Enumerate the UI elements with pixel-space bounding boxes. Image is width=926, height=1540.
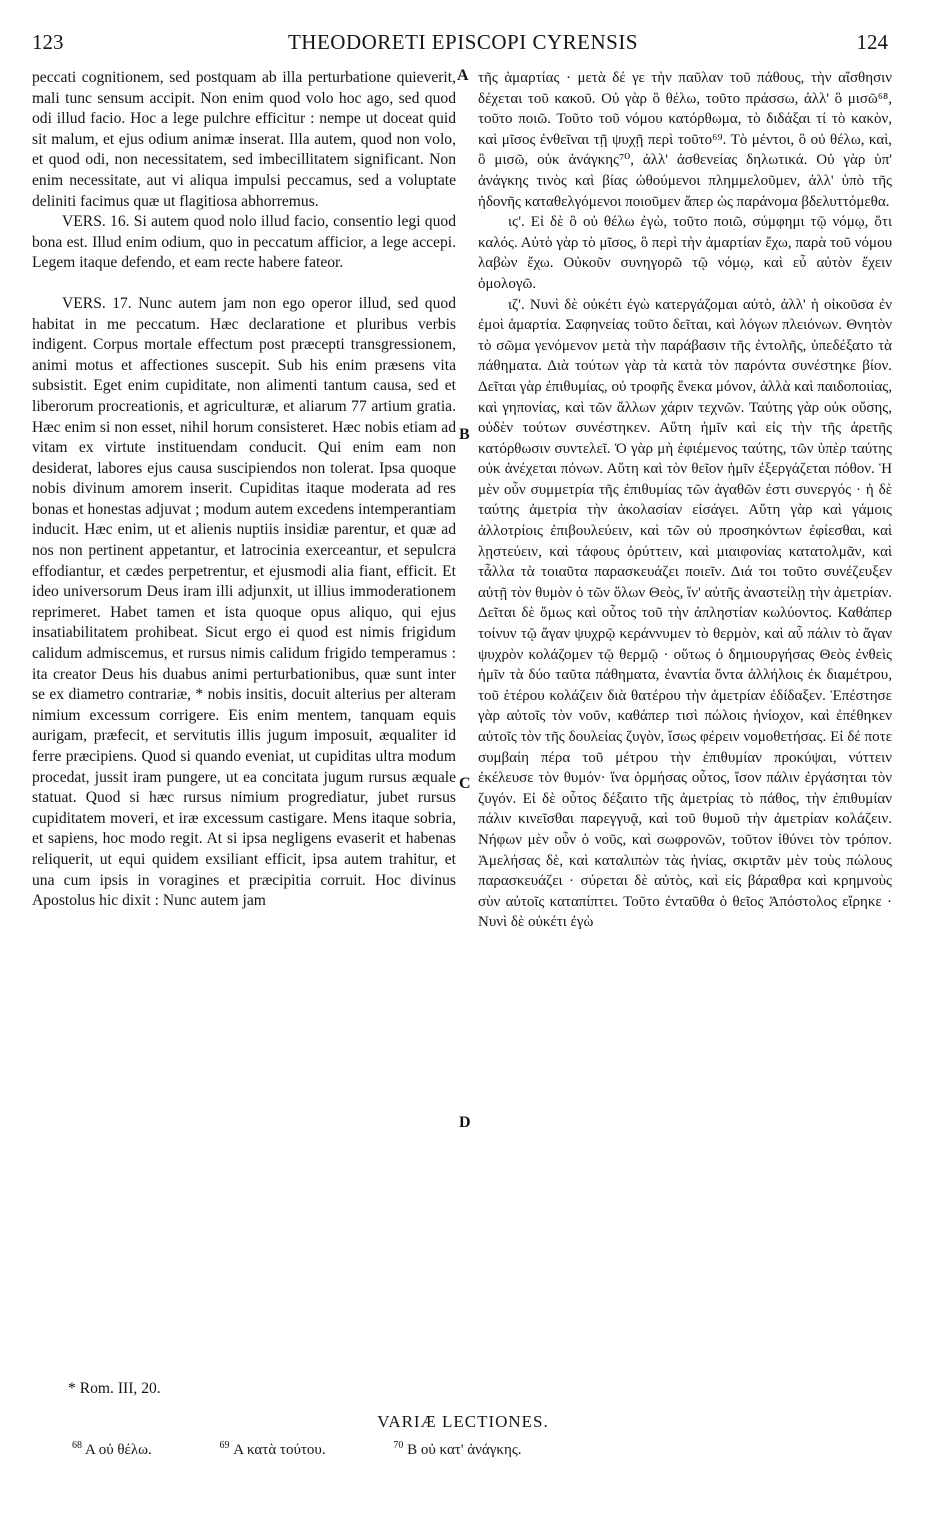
variant-number: 70 — [393, 1440, 404, 1451]
variant-item — [393, 1442, 553, 1458]
variant-number: 68 — [72, 1440, 82, 1451]
variant-text: A οὐ θέλω. — [84, 1442, 152, 1458]
latin-column — [32, 68, 456, 912]
variant-text: B οὐ κατ' ἀνάγκης. — [407, 1442, 522, 1458]
greek-paragraph-verse-16: ιϛ'. Εἰ δὲ ὃ οὐ θέλω ἐγὼ, τοῦτο ποιῶ, σύμφημι τῷ νόμῳ, ὅτι καλός. Αὐτὸ γὰρ τὸ μῖσος, ὃ περὶ τὴν ἁμαρτίαν ἔχω, παρὰ τοῦ νόμου λαβὼν ἔχω. Οὐκοῦν συνηγορῶ τῷ νόμῳ, καὶ εὖ αὐτὸν ἔχειν ὁμολογῶ. — [478, 214, 892, 292]
variant-number: 69 — [219, 1440, 230, 1451]
page-number-left: 123 — [32, 30, 64, 54]
running-title: THEODORETI EPISCOPI CYRENSIS — [287, 30, 639, 54]
running-header — [0, 30, 926, 62]
section-marker-b: B — [459, 426, 470, 443]
latin-paragraph-verse-16: VERS. 16. Si autem quod nolo illud facio, consentio legi quod bona est. Illud enim odium, quo in peccatum afficior, a lege accepi. Legem itaque defendo, et eam recte habere fateor. — [32, 213, 456, 272]
latin-paragraph-1: peccati cognitionem, sed postquam ab illa perturbatione quieverit, mali tunc sensum accipit. Non enim quod volo hoc ago, sed quod odi illud facio. Hoc a lege pulchre efficitur : nempe ut doceat quid sit malum, et ejus odium animæ inserat. Illa autem, quod non volo, et quod odi, non necessitatem, sed imbecillitatem significant. Non enim necessitate, aut vi aliqua impulsi peccamus, sed a voluptate deliniti facimus quæ ut flagitiosa abhorremus. — [32, 69, 456, 210]
variant-item — [220, 1442, 358, 1458]
section-marker-a: A — [457, 67, 469, 84]
variae-lectiones-heading: VARIÆ LECTIONES. — [377, 1412, 549, 1431]
variant-item — [72, 1442, 184, 1458]
greek-paragraph-1: τῆς ἁμαρτίας · μετὰ δέ γε τὴν παῦλαν τοῦ πάθους, τὴν αἴσθησιν δέχεται τοῦ κακοῦ. Οὐ γὰρ ὃ θέλω, τοῦτο πράσσω, ἀλλ' ὃ μισῶ⁶⁸, τοῦτο ποιῶ. Τοῦτο τοῦ νόμου κατόρθωμα, τὸ διδάξαι τί τὸ κακὸν, καὶ μῖσος ἐνθεῖναι τῇ ψυχῇ περὶ τοῦτο⁶⁹. Τὸ μέντοι, ὃ οὐ θέλω, καὶ, ὃ μισῶ, οὐκ ἀνάγκης⁷⁰, ἀλλ' ἀσθενείας δηλωτικά. Οὐ γὰρ ὑπ' ἀνάγκης τινὸς καὶ βίας ὠθούμενοι πλημμελοῦμεν, ἀλλ' ὑπὸ τῆς ἡδονῆς καταθελγόμενοι ποιοῦμεν ἅπερ ὡς παράνομα βδελυττόμεθα. — [478, 70, 892, 210]
latin-paragraph-verse-17: VERS. 17. Nunc autem jam non ego operor illud, sed quod habitat in me peccatum. Hæc declaratione et pluribus verbis indigent. Corpus mortale effectum post præcepti transgressionem, animi motus et affectiones suscepit. Sub his enim præsens vita subsistit. Eget enim cupiditate, non alimenti tantum causa, sed et liberorum procreationis, et agriculturæ, et aliarum 77 artium gratia. Hæc enim si non esset, nihil horum consisteret. Hæc nobis etiam ad vitam ex virtute instituendam conducit. Qui enim eam non desiderat, labores ejus causa suscipiendos non tolerat. Ipsa quoque nobis divinum amorem inserit. Cupiditas itaque moderata ad res bonas et honestas adjuvat ; modum autem excedens intemperantiam inducit. Hæc enim, ut et alienis nuptiis insidiæ parentur, et quæ ad nos non pertinent appetantur, et latrocinia exerceantur, et sepulcra effodiantur, et cædes perpetrentur, et ejusmodi alia fiant, efficit. Et ideo universorum Deus iram illi adjunxit, ut illius immoderationem reprimeret. Habet tamen et ista quoque opus aliquo, qui ejus insatiabilitatem prohibeat. Sicut ergo ei quod est nimis frigidum calidum admiscemus, et rursus nimis calidum frigido temperamus : ita creator Deus his duabus animi perturbationibus, quæ sunt inter se ex diametro contrariæ, * nobis insitis, docuit alterius per alteram nimium excessum corrigere. Eis enim mentem, tanquam equis aurigam, præfecit, et servitutis illis jugum imposuit, æqualiter id ferre præcipiens. Quod si quando eveniat, ut cupiditas ultra modum procedat, jussit iram pungere, ut ea concitata jugum rursus æquale statuat. Quod si hæc rursus nimium progrediatur, jubet rursus cupiditatem moveri, et iræ excessum castigare. Mens itaque sobria, et sapiens, hoc modo regit. At si ipsa negligens evaserit et habenas reliquerit, ut equi quidem exsiliant efficit, ipsa autem trahitur, et una cum ipsis in voragines et præcipitia corruit. Hoc divinus Apostolus hic dixit : Nunc autem jam — [32, 294, 456, 910]
footnote: * Rom. III, 20. — [68, 1380, 161, 1397]
greek-paragraph-verse-17: ιζ'. Νυνὶ δὲ οὐκέτι ἐγὼ κατεργάζομαι αὐτὸ, ἀλλ' ἡ οἰκοῦσα ἐν ἐμοὶ ἁμαρτία. Σαφηνείας τοῦτο δεῖται, καὶ λόγων πλειόνων. Θνητὸν τὸ σῶμα γενόμενον μετὰ τὴν παράβασιν τῆς ἐντολῆς, ὑπεδέξατο τὰ πάθηματα. Διὰ τούτων γὰρ τὰ κατὰ τὸν παρόντα συνέστηκε βίον. Δεῖται γὰρ ἐπιθυμίας, οὐ τροφῆς ἕνεκα μόνον, ἀλλὰ καὶ παιδοποιίας, καὶ γηπονίας, καὶ τῶν ἄλλων χάριν τεχνῶν. Ταύτης γὰρ οὐκ οὔσης, οὐδὲν τούτων συνέστηκεν. Αὕτη ἡμῖν καὶ εἰς τὴν τῆς ἀρετῆς κατόρθωσιν συντελεῖ. Ὁ γὰρ μὴ ἐφιέμενος ταύτης, τῶν ὑπὲρ ταύτης οὐκ ἀνέχεται πόνων. Αὕτη καὶ τὸν θεῖον ἡμῖν ἐξεργάζεται πόθον. Ἡ μὲν οὖν συμμετρία τῆς ἐπιθυμίας τῶν ἀγαθῶν ἐστι συνεργός · ἡ δὲ ταύτης ἀμετρία τὴν ἀκολασίαν εἰσάγει. Αὕτη γὰρ καὶ γάμοις ἀλλοτρίοις ἐπιβουλεύειν, καὶ τῶν οὐ προσηκόντων ἐφίεσθαι, καὶ λῃστεύειν, καὶ τάφους ὀρύττειν, καὶ μιαιφονίας κατατολμᾶν, καὶ τἆλλα τὰ τοιαῦτα παρασκευάζει ποιεῖν. Διά τοι τοῦτο συνέζευξεν αὐτῇ τὸν θυμὸν ὁ τῶν ὅλων Θεὸς, ἵν' αὐτῆς ἀναστείλῃ τὴν ἀμετρίαν. Δεῖται δὲ ὅμως καὶ οὗτος τοῦ τὴν ἀπληστίαν κωλύοντος. Καθάπερ τοίνυν τῷ ἄγαν ψυχρῷ κεράννυμεν τὸ θερμὸν, καὶ αὖ πάλιν τὸ ἄγαν ψυχρὸν κολάζομεν τῷ θερμῷ · οὕτως ὁ δημιουργήσας Θεὸς ἐνθεὶς ἡμῖν τὰ δύο ταῦτα πάθηματα, ἐναντία ὄντα ἀλλήλοις ἐκ διαμέτρου, τοῦ ἑτέρου κολάζειν διὰ θατέρου τὴν ἀμετρίαν ἐδίδαξεν. Ἐπέστησε γὰρ αὐτοῖς τὸν νοῦν, καθάπερ τισὶ πώλοις ἡνίοχον, καὶ ἐπέθηκεν αὐτοῖς τὸν τῆς δουλείας ζυγὸν, ἴσως φέρειν νομοθετήσας. Εἰ δέ ποτε συμβαίη πέρα τοῦ μέτρου τὴν ἐπιθυμίαν προκύψαι, νύττειν ἐκέλευσε τὸν θυμόν· ἵνα ὁρμήσας οὗτος, ἴσον πάλιν ἐργάσηται τὸν ζυγόν. Εἰ δὲ οὗτος δέξαιτο τῆς ἀμετρίας τὸ πάθος, τὴν ἐπιθυμίαν πάλιν κινεῖσθαι παρεγγυᾷ, καὶ τοῦ θυμοῦ τὴν ἀμετρίαν κολάζειν. Νήφων μὲν οὖν ὁ νοῦς, καὶ σωφρονῶν, τοῦτον ἰθύνει τὸν τρόπον. Ἀμελήσας δὲ, καὶ καταλιπὼν τὰς ἡνίας, σκιρτᾶν μὲν τοὺς πώλους παρασκευάζει · σύρεται δὲ αὐτὸς, καὶ εἰς βάραθρα καὶ κρημνοὺς σὺν αὐτοῖς καταπίπτει. Τοῦτο ἐνταῦθα ὁ θεῖος Ἀπόστολος εἴρηκε · Νυνὶ δὲ οὐκέτι ἐγὼ — [478, 296, 892, 931]
variant-text: A κατὰ τούτου. — [233, 1442, 326, 1458]
section-marker-d: D — [459, 1114, 471, 1131]
page-number-right: 124 — [856, 30, 888, 54]
section-marker-c: C — [459, 775, 471, 792]
greek-column — [478, 68, 892, 933]
variae-lectiones-list — [72, 1440, 586, 1459]
